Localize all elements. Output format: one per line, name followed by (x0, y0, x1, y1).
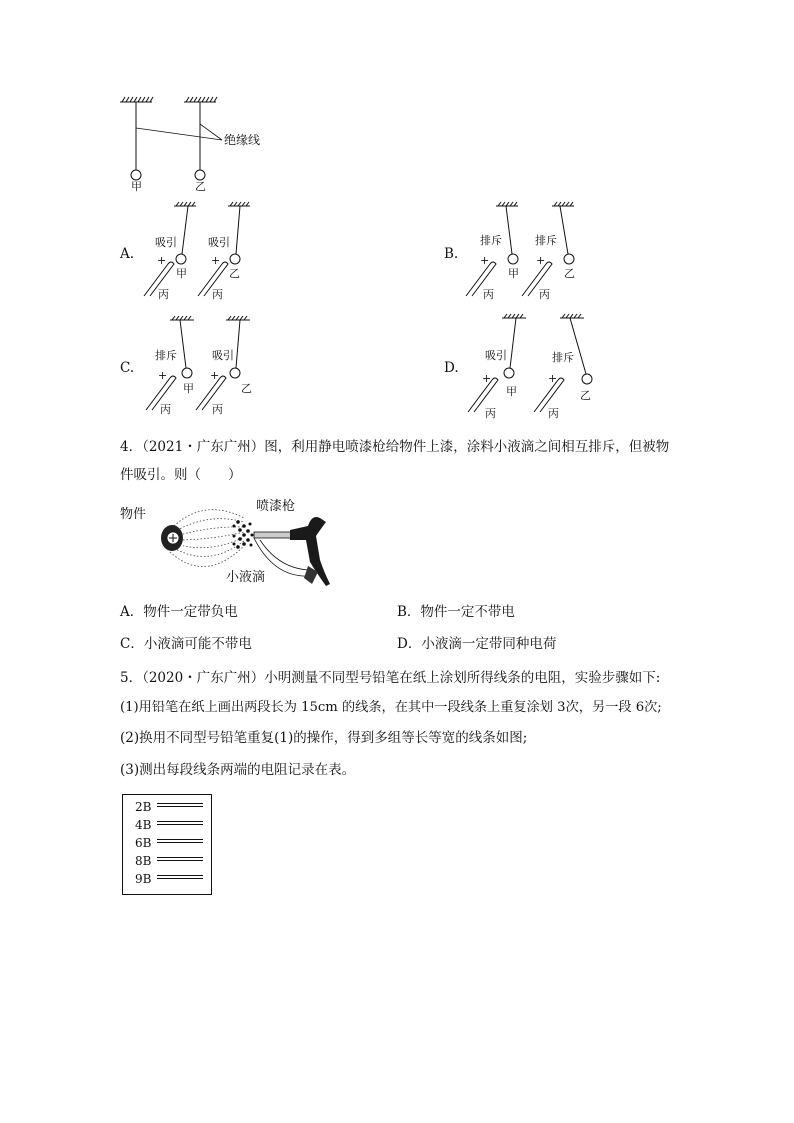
object-label: 物件 (120, 507, 147, 522)
grade-label: 9B (135, 872, 152, 886)
pencil-line-group (157, 857, 203, 863)
option-a-letter[interactable]: A. (120, 246, 135, 262)
option-b-left-ball: 甲 (508, 267, 519, 280)
q5-step-2: (2)换用不同型号铅笔重复(1)的操作，得到多组等长等宽的线条如图; (120, 730, 528, 746)
option-a-plus-1: + (157, 254, 167, 267)
option-b-left-action: 排斥 (480, 234, 502, 247)
option-a-right-action: 吸引 (208, 236, 230, 249)
option-c-left-action: 排斥 (155, 349, 177, 362)
option-a-rod-2: 丙 (212, 288, 223, 301)
option-b-right-action: 排斥 (535, 234, 557, 247)
droplets (233, 520, 254, 549)
option-a-left-ball: 甲 (176, 267, 187, 280)
option-a-rod-1: 丙 (158, 288, 169, 301)
pencil-line-group (157, 803, 203, 809)
option-d-right-action: 排斥 (552, 351, 574, 364)
option-b-right-ball: 乙 (564, 267, 575, 280)
spray-gun (254, 517, 330, 586)
option-b-letter[interactable]: B. (444, 246, 459, 262)
q4-option-d[interactable]: D．小液滴一定带同种电荷 (397, 636, 557, 652)
option-d-left-action: 吸引 (485, 349, 507, 362)
option-c-rod-2: 丙 (212, 403, 223, 416)
option-a-right-ball: 乙 (229, 267, 240, 280)
pencil-line-group (157, 821, 203, 827)
q4-option-a[interactable]: A．物件一定带负电 (120, 604, 238, 620)
option-d-plus-2: + (548, 372, 558, 385)
option-d-rod-1: 丙 (485, 407, 496, 420)
ceiling-hatch-left (120, 97, 153, 102)
grade-label: 8B (135, 854, 152, 868)
option-c-right-ball: 乙 (241, 382, 252, 395)
pencil-line-group (157, 875, 203, 881)
ball-yi (195, 170, 205, 180)
option-b-rod-2: 丙 (539, 288, 550, 301)
ceiling-hatch-right (184, 97, 217, 102)
pencil-line-group (157, 839, 203, 845)
option-d-plus-1: + (482, 372, 492, 385)
option-c-right-action: 吸引 (212, 349, 234, 362)
option-a-left-action: 吸引 (155, 236, 177, 249)
q4-stem-line1: 4．（2021・广东广州）图，利用静电喷漆枪给物件上漆，涂料小液滴之间相互排斥，但被物 (120, 439, 670, 455)
insulation-label: 绝缘线 (224, 133, 261, 147)
option-d-left-ball: 甲 (506, 385, 517, 398)
grade-label: 2B (135, 800, 152, 814)
option-c-plus-2: + (210, 369, 220, 382)
q4-stem-line2: 件吸引。则（ ） (120, 467, 242, 483)
option-c-plus-1: + (158, 369, 168, 382)
option-d-right-ball: 乙 (580, 389, 591, 402)
ball-jia (131, 170, 141, 180)
option-d-letter[interactable]: D. (444, 360, 459, 376)
option-b-rod-1: 丙 (483, 288, 494, 301)
option-b-plus-1: + (480, 254, 490, 267)
option-b-plus-2: + (536, 254, 546, 267)
droplet-label: 小液滴 (226, 570, 266, 585)
q4-option-b[interactable]: B．物件一定不带电 (397, 604, 515, 620)
pencil-lines-figure (122, 794, 212, 895)
q4-option-c[interactable]: C．小液滴可能不带电 (120, 636, 252, 652)
spray-gun-label: 喷漆枪 (256, 499, 296, 514)
grade-label: 6B (135, 836, 152, 850)
grade-label: 4B (135, 818, 152, 832)
q5-step-3: (3)测出每段线条两端的电阻记录在表。 (120, 762, 356, 778)
leader-line-1 (136, 128, 222, 140)
option-c-left-ball: 甲 (183, 382, 194, 395)
label-yi: 乙 (195, 180, 206, 193)
q5-step-1: (1)用铅笔在纸上画出两段长为 15cm 的线条，在其中一段线条上重复涂划 3次，另一段 6次; (120, 700, 662, 715)
option-d-rod-2: 丙 (548, 407, 559, 420)
option-c-letter[interactable]: C. (120, 360, 135, 376)
label-jia: 甲 (131, 180, 142, 193)
option-a-plus-2: + (211, 254, 221, 267)
q5-stem: 5．（2020・广东广州）小明测量不同型号铅笔在纸上涂划所得线条的电阻，实验步骤如下: (120, 670, 661, 686)
option-c-rod-1: 丙 (160, 403, 171, 416)
